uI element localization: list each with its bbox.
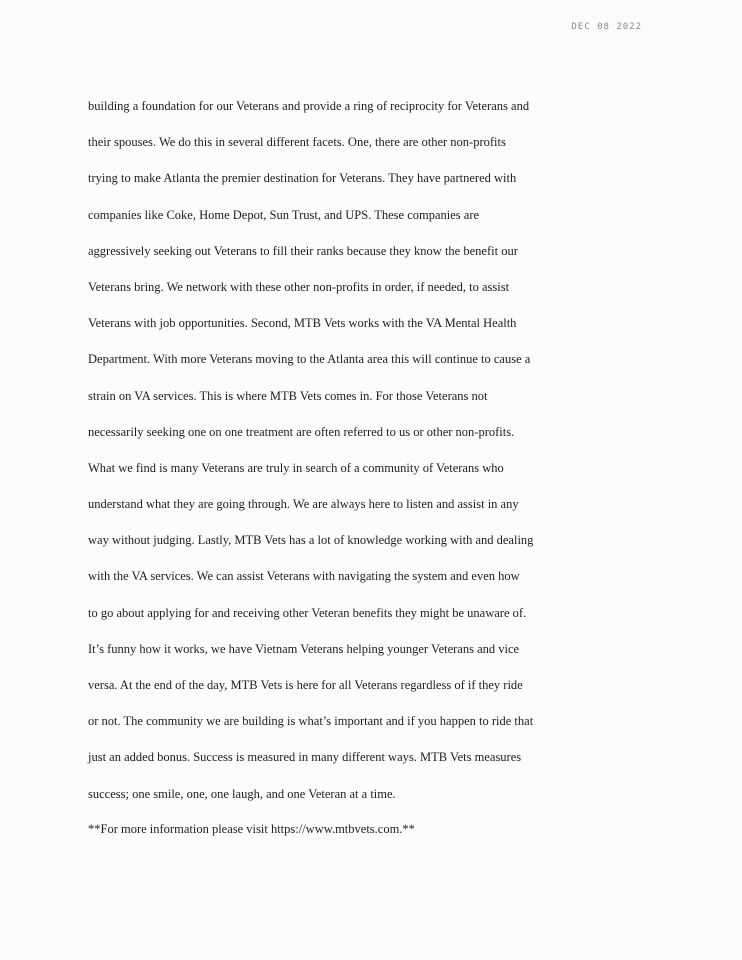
body-line: aggressively seeking out Veterans to fill their ranks because they know the benefit our (88, 243, 518, 258)
date-stamp: DEC 08 2022 (571, 22, 642, 32)
body-line: trying to make Atlanta the premier destination for Veterans. They have partnered with (88, 171, 517, 186)
body-line: just an added bonus. Success is measured in many different ways. MTB Vets measures (88, 750, 522, 765)
body-line: Veterans with job opportunities. Second, MTB Vets works with the VA Mental Health (88, 316, 517, 331)
body-text (88, 88, 618, 844)
body-line: or not. The community we are building is what’s important and if you happen to ride that (88, 714, 534, 729)
body-line: What we find is many Veterans are truly in search of a community of Veterans who (88, 460, 504, 475)
body-line: necessarily seeking one on one treatment are often referred to us or other non-profits. (88, 424, 515, 439)
body-line: their spouses. We do this in several different facets. One, there are other non-profits (88, 135, 506, 150)
body-line: Veterans bring. We network with these other non-profits in order, if needed, to assist (88, 279, 510, 294)
body-line: strain on VA services. This is where MTB Vets comes in. For those Veterans not (88, 388, 488, 403)
body-line: building a foundation for our Veterans and provide a ring of reciprocity for Veterans and (88, 99, 530, 113)
body-line: companies like Coke, Home Depot, Sun Trust, and UPS. These companies are (88, 207, 480, 222)
body-line: to go about applying for and receiving other Veteran benefits they might be unaware of. (88, 605, 527, 620)
body-line: versa. At the end of the day, MTB Vets is here for all Veterans regardless of if they ride (88, 678, 523, 692)
body-line: way without judging. Lastly, MTB Vets has a lot of knowledge working with and dealing (88, 533, 534, 548)
body-line: understand what they are going through. We are always here to listen and assist in any (88, 497, 519, 512)
body-line: Department. With more Veterans moving to the Atlanta area this will continue to cause a (88, 352, 531, 367)
more-info-note: **For more information please visit https://www.mtbvets.com.** (88, 821, 415, 836)
body-line: It’s funny how it works, we have Vietnam Veterans helping younger Veterans and vice (88, 641, 520, 656)
body-line: success; one smile, one, one laugh, and one Veteran at a time. (88, 786, 396, 801)
body-line: with the VA services. We can assist Veterans with navigating the system and even how (88, 569, 520, 584)
